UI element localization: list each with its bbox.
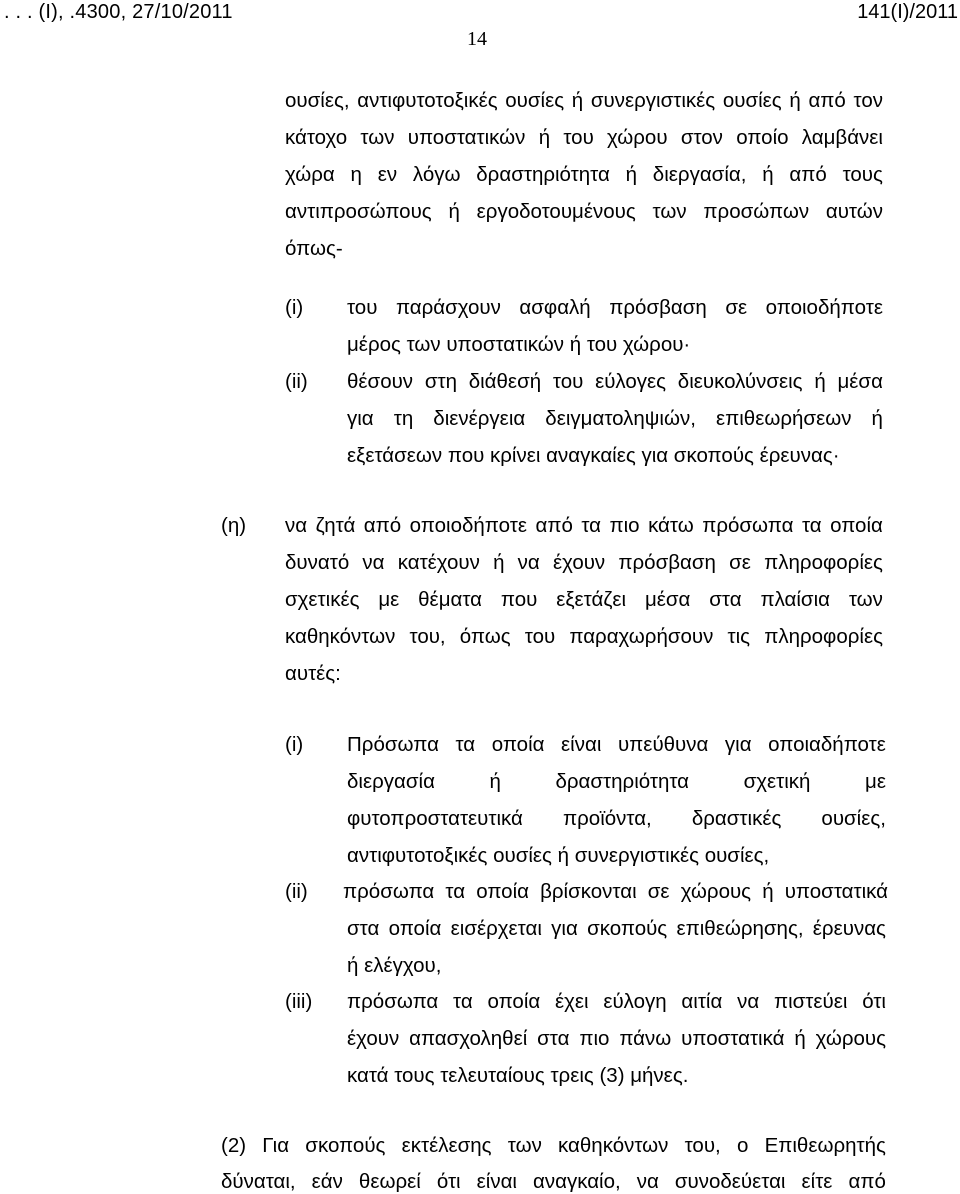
eta-line-5: αυτές: [285, 662, 341, 685]
sub1-i-line-2: μέρος των υποστατικών ή του χώρου· [347, 333, 691, 356]
block1-line-4: αντιπροσώπους ή εργοδοτουμένους των προσώπων αυτών [285, 200, 883, 223]
sub2-iii-label: (iii) [285, 990, 313, 1013]
block1-line-1: ουσίες, αντιφυτοτοξικές ουσίες ή συνεργιστικές ουσίες ή από τον [285, 89, 883, 112]
sub2-i-line-1: Πρόσωπα τα οποία είναι υπεύθυνα για οποιαδήποτε [347, 733, 886, 756]
eta-line-1: να ζητά από οποιοδήποτε από τα πιο κάτω πρόσωπα τα οποία [285, 514, 883, 537]
eta-line-2: δυνατό να κατέχουν ή να έχουν πρόσβαση σε πληροφορίες [285, 551, 883, 574]
sub2-iii-line-1: πρόσωπα τα οποία έχει εύλογη αιτία να πιστεύει ότι [347, 990, 886, 1013]
sub2-i-line-2: διεργασία ή δραστηριότητα σχετική με [347, 770, 886, 793]
header-right: 141(Ι)/2011 [857, 1, 958, 23]
sub2-i-line-4: αντιφυτοτοξικές ουσίες ή συνεργιστικές ουσίες, [347, 844, 770, 867]
eta-label: (η) [221, 514, 247, 537]
sub2-iii-line-3: κατά τους τελευταίους τρεις (3) μήνες. [347, 1064, 689, 1087]
block1-line-2: κάτοχο των υποστατικών ή του χώρου στον οποίο λαμβάνει [285, 126, 883, 149]
block1-line-3: χώρα η εν λόγω δραστηριότητα ή διεργασία, ή από τους [285, 163, 883, 186]
para2-line-2: δύναται, εάν θεωρεί ότι είναι αναγκαίο, να συνοδεύεται είτε από [221, 1170, 886, 1193]
block1-line-5: όπως- [285, 237, 343, 260]
sub2-i-line-3: φυτοπροστατευτικά προϊόντα, δραστικές ουσίες, [347, 807, 886, 830]
sub1-ii-line-3: εξετάσεων που κρίνει αναγκαίες για σκοπούς έρευνας· [347, 444, 840, 467]
sub2-ii-line-3: ή ελέγχου, [347, 954, 442, 977]
eta-line-3: σχετικές με θέματα που εξετάζει μέσα στα πλαίσια των [285, 588, 883, 611]
sub1-ii-line-1: θέσουν στη διάθεσή του εύλογες διευκολύνσεις ή μέσα [347, 370, 883, 393]
sub2-iii-line-2: έχουν απασχοληθεί στα πιο πάνω υποστατικά ή χώρους [347, 1027, 886, 1050]
sub2-ii-line-1: πρόσωπα τα οποία βρίσκονται σε χώρους ή υποστατικά [343, 880, 888, 903]
sub1-ii-line-2: για τη διενέργεια δειγματοληψιών, επιθεωρήσεων ή [347, 407, 883, 430]
sub1-i-line-1: του παράσχουν ασφαλή πρόσβαση σε οποιοδήποτε [347, 296, 883, 319]
para2-line-1: (2) Για σκοπούς εκτέλεσης των καθηκόντων του, ο Επιθεωρητής [221, 1134, 886, 1157]
sub1-i-label: (i) [285, 296, 304, 319]
eta-line-4: καθηκόντων του, όπως του παραχωρήσουν τις πληροφορίες [285, 625, 883, 648]
page-number: 14 [467, 28, 487, 50]
sub2-ii-line-2: στα οποία εισέρχεται για σκοπούς επιθεώρησης, έρευνας [347, 917, 886, 940]
sub2-i-label: (i) [285, 733, 304, 756]
header-left: . . . (Ι), .4300, 27/10/2011 [4, 1, 233, 23]
sub2-ii-label: (ii) [285, 880, 308, 903]
sub1-ii-label: (ii) [285, 370, 308, 393]
